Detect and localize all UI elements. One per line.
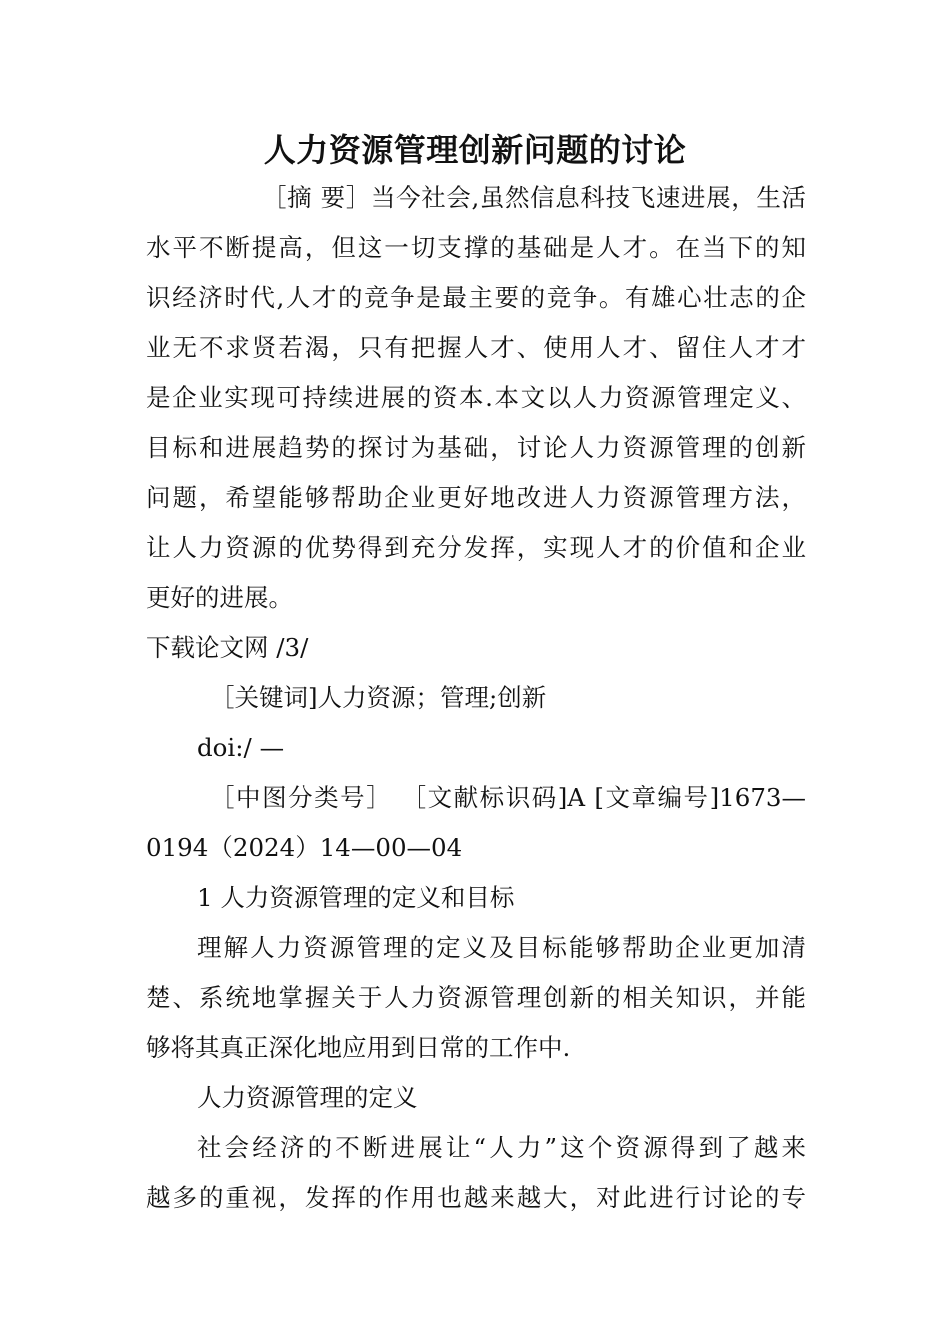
- paragraph-line: 理解人力资源管理的定义及目标能够帮助企业更加清: [197, 933, 806, 962]
- abstract-line: 识经济时代,人才的竞争是最主要的竞争。有雄心壮志的企: [146, 283, 806, 312]
- paragraph-line: 越多的重视，发挥的作用也越来越大，对此进行讨论的专: [146, 1183, 806, 1212]
- abstract-line: 目标和进展趋势的探讨为基础，讨论人力资源管理的创新: [146, 433, 806, 462]
- abstract-line: ［摘 要］当今社会,虽然信息科技飞速进展，生活: [262, 183, 806, 212]
- paragraph-line: 够将其真正深化地应用到日常的工作中.: [146, 1033, 571, 1062]
- paragraph-line: 楚、系统地掌握关于人力资源管理创新的相关知识，并能: [146, 983, 806, 1012]
- classification-line: ［中图分类号］ ［文献标识码]A [文章编号]1673—: [210, 783, 806, 812]
- document-title: 人力资源管理创新问题的讨论: [263, 131, 687, 169]
- abstract-line: 业无不求贤若渴，只有把握人才、使用人才、留住人才才: [146, 333, 806, 362]
- abstract-line: 是企业实现可持续进展的资本.本文以人力资源管理定义、: [146, 383, 806, 412]
- classification-line: 0194（2024）14—00—04: [146, 833, 463, 862]
- abstract-line: 水平不断提高，但这一切支撑的基础是人才。在当下的知: [146, 233, 806, 262]
- doi-line: doi:/ —: [197, 733, 285, 762]
- abstract-line: 让人力资源的优势得到充分发挥，实现人才的价值和企业: [146, 533, 806, 562]
- abstract-line: 问题，希望能够帮助企业更好地改进人力资源管理方法，: [146, 483, 806, 512]
- paragraph-line: 社会经济的不断进展让“人力”这个资源得到了越来: [197, 1133, 806, 1162]
- source-line: 下载论文网 /3/: [146, 633, 309, 662]
- abstract-line: 更好的进展。: [146, 583, 293, 612]
- keywords-line: ［关键词]人力资源；管理;创新: [210, 683, 547, 712]
- subsection-heading: 人力资源管理的定义: [197, 1083, 418, 1112]
- section-heading: 1 人力资源管理的定义和目标: [197, 883, 515, 912]
